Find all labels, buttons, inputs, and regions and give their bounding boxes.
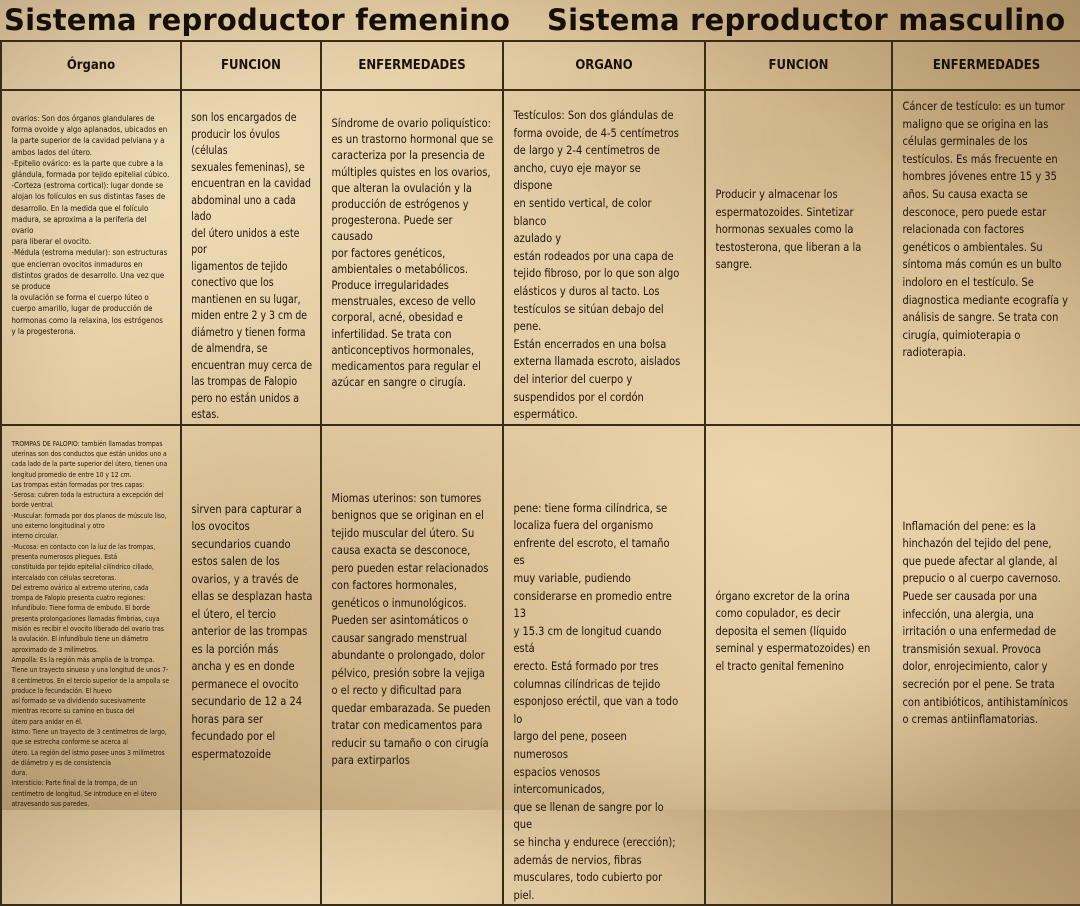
ovaries-description: ovarios: Son dos órganos glandulares de forma ovoide y algo aplanados, ubicados en la parte superior de la cavidad pelviana y a ambos lados del útero. -Epitelio ovárico: es la parte que cubre a la glándula, formada por tejido epitelial cúbico. -Corteza (estroma cortical): lugar donde se alojan los folículos en sus distintas fases de desarrollo. En la medida que el folículo madura, se aproxima a la periferia del ovario para liberar el ovocito. -Médula (estroma medular): son estructuras que encierran ovocitos inmaduros en distintos grados de desarrollo. Una vez que se produce la ovulación se forma el cuerpo lúteo o cuerpo amarillo, lugar de producción de hormonas como la relaxina, los estrógenos y la progesterona. <box>11 113 170 336</box>
fallopian-disease: Miomas uterinos: son tumores benignos que se originan en el tejido muscular del útero. Su causa exacta se desconoce, pero pueden estar relacionados con factores hormonales, genéticos o inmunológicos. Pueden ser asintomáticos o causar sangrado menstrual abundante o prolongado, dolor pélvico, presión sobre la vejiga o el recto y dificultad para quedar embarazada. Se pueden tratar con medicamentos para reducir su tamaño o con cirugía para extirparlos <box>331 490 491 768</box>
header-female-function: FUNCION <box>181 41 321 90</box>
penis-disease: Inflamación del pene: es la hinchazón del tejido del pene, que puede afectar al glande, al prepucio o al cuerpo cavernoso. Puede ser causada por una infección, una alergia, una irritación o una enfermedad de transmisión sexual. Provoca dolor, enrojecimiento, calor y secreción por el pene. Se trata con antibióticos, antihistamínicos o cremas antiinflamatorias. <box>902 518 1069 727</box>
title-bar <box>0 0 1080 40</box>
cell-testicles-organ <box>503 90 705 425</box>
table-row <box>1 90 1080 425</box>
header-male-diseases: ENFERMEDADES <box>892 41 1080 90</box>
table-row <box>1 425 1080 906</box>
header-female-organ: Órgano <box>1 41 181 90</box>
cell-ovaries-function <box>181 90 321 425</box>
penis-function: órgano excretor de la orina como copulador, es decir deposita el semen (líquido seminal y espermatozoides) en el tracto genital femenino <box>715 588 871 673</box>
ovaries-function: son los encargados de producir los óvulos (células sexuales femeninas), se encuentran en la cavidad abdominal uno a cada lado del útero unidos a este por ligamentos de tejido conectivo que los mantienen en su lugar, miden entre 2 y 3 cm de diámetro y tienen forma de almendra, se encuentran muy cerca de las trompas de Falopio pero no están unidos a estas. <box>191 111 313 421</box>
cell-ovaries-organ <box>1 90 181 425</box>
cell-fallopian-function <box>181 425 321 906</box>
cell-fallopian-organ <box>1 425 181 906</box>
header-male-organ: ORGANO <box>503 41 705 90</box>
ovaries-disease: Síndrome de ovario poliquístico: es un trastorno hormonal que se caracteriza por la presencia de múltiples quistes en los ovarios, que alteran la ovulación y la producción de estrógenos y progesterona. Puede ser causado por factores genéticos, ambientales o metabólicos. Produce irregularidades menstruales, exceso de vello corporal, acné, obesidad e infertilidad. Se trata con anticonceptivos hormonales, medicamentos para regular el azúcar en sangre o cirugía. <box>331 116 494 390</box>
cell-ovaries-disease <box>321 90 503 425</box>
female-system-title: Sistema reproductor femenino <box>4 3 511 37</box>
penis-description: pene: tiene forma cilíndrica, se localiza fuera del organismo enfrente del escroto, el tamaño es muy variable, pudiendo considerarse en promedio entre 13 y 15.3 cm de longitud cuando está erecto. Está formado por tres columnas cilíndricas de tejido esponjoso eréctil, que van a todo lo largo del pene, poseen numerosos espacios venosos intercomunicados, que se llenan de sangre por lo que se hincha y endurece (erección); además de nervios, fibras musculares, todo cubierto por piel. <box>513 500 679 902</box>
comparison-table <box>0 40 1080 906</box>
fallopian-description: TROMPAS DE FALOPIO: también llamadas trompas uterinas son dos conductos que están unidos uno a cada lado de la parte superior del útero, tienen una longitud promedio de entre 10 y 12 cm. Las trompas están formadas por tres capas: -Serosa: cubren toda la estructura a excepción del borde ventral. -Muscular: formada por dos planos de músculo liso, uno externo longitudinal y otro interno circular. -Mucosa: en contacto con la luz de las trompas, presenta numerosos pliegues. Está constituida por tejido epitelial cilíndrico ciliado, intercalado con células secretoras. Del extremo ovárico al extremo uterino, cada trompa de Falopio presenta cuatro regiones: Infundíbulo: Tiene forma de embudo. El borde presenta prolongaciones llamadas fimbrias, cuya misión es recibir el ovocito liberado del ovario tras la ovulación. El infundíbulo tiene un diámetro aproximado de 3 milímetros. Ampolla: Es la región más amplia de la trompa. Tiene un trayecto sinuoso y una longitud de unos 7- 8 centímetros. En el tercio superior de la ampolla se produce la fecundación. El huevo así formado se va dividiendo sucesivamente mientras recorre su camino en busca del útero para anidar en él. Istmo: Tiene un trayecto de 3 centímetros de largo, que se estrecha conforme se acerca al útero. La región del istmo posee unos 3 milímetros de diámetro y es de consistencia dura. Intersticio: Parte final de la trompa, de un centímetro de longitud. Se introduce en el útero atravesando sus paredes. <box>11 439 170 809</box>
testicles-function: Producir y almacenar los espermatozoides. Sintetizar hormonas sexuales como la testosterona, que liberan a la sangre. <box>715 187 862 271</box>
testicles-disease: Cáncer de testículo: es un tumor maligno que se origina en las células germinales de los testículos. Es más frecuente en hombres jóvenes entre 15 y 35 años. Su causa exacta se desconoce, pero puede estar relacionada con factores genéticos o ambientales. Su síntoma más común es un bulto indoloro en el testículo. Se diagnostica mediante ecografía y análisis de sangre. Se trata con cirugía, quimioterapia o radioterapia. <box>902 99 1069 360</box>
cell-penis-disease <box>892 425 1080 906</box>
header-row <box>1 41 1080 90</box>
cell-penis-function <box>705 425 892 906</box>
male-system-title: Sistema reproductor masculino <box>547 3 1066 37</box>
header-female-diseases: ENFERMEDADES <box>321 41 503 90</box>
header-male-function: FUNCION <box>705 41 892 90</box>
cell-testicles-function <box>705 90 892 425</box>
cell-testicles-disease <box>892 90 1080 425</box>
testicles-description: Testículos: Son dos glándulas de forma ovoide, de 4-5 centímetros de largo y 2-4 centímetros de ancho, cuyo eje mayor se dispone en sentido vertical, de color blanco azulado y están rodeados por una capa de tejido fibroso, por lo que son algo elásticos y duros al tacto. Los testículos se sitúan debajo del pene. Están encerrados en una bolsa externa llamada escroto, aislados del interior del cuerpo y suspendidos por el cordón espermático. <box>513 108 681 422</box>
fallopian-function: sirven para capturar a los ovocitos secundarios cuando estos salen de los ovarios, y a través de ellas se desplazan hasta el útero, el tercio anterior de las trompas es la porción más ancha y es en donde permanece el ovocito secundario de 12 a 24 horas para ser fecundado por el espermatozoide <box>191 501 313 761</box>
cell-fallopian-disease <box>321 425 503 906</box>
cell-penis-organ <box>503 425 705 906</box>
